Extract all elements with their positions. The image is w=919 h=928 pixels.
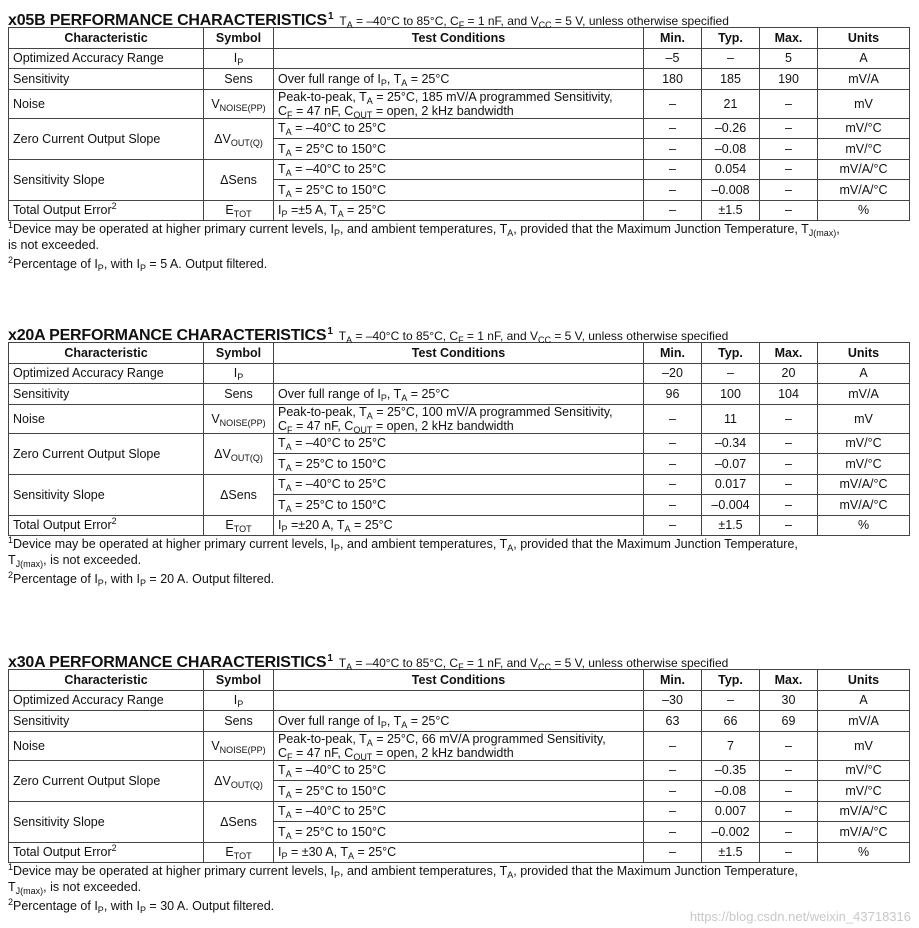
test-condition: $T_A = 25^\circ C$ to 150°C xyxy=(274,139,644,160)
units-value: mV/°C xyxy=(818,433,910,454)
test-condition xyxy=(274,404,644,433)
units-value: mV/°C xyxy=(818,454,910,475)
section-conditions: $T_A = -40^\circ C$ to 85°C, $C_F = 1$ nF, and $V_{CC} = 5$ V, unless otherwise specified xyxy=(338,656,729,672)
footnote-1-continuation: $T_{J(max)}$, is not exceeded. xyxy=(8,553,142,569)
characteristic-label-text: Total Output Error xyxy=(13,518,112,533)
symbol-cell: Sens xyxy=(204,384,274,405)
typ-value: –0.002 xyxy=(702,822,760,843)
max-value: – xyxy=(760,454,818,475)
min-value: –20 xyxy=(644,363,702,384)
table-row xyxy=(9,842,910,863)
max-value: 69 xyxy=(760,711,818,732)
units-value: mV/°C xyxy=(818,781,910,802)
max-value: – xyxy=(760,515,818,536)
typ-value: 7 xyxy=(702,731,760,760)
max-value: – xyxy=(760,495,818,516)
table-row xyxy=(9,363,910,384)
symbol-cell: $E_{TOT}$ xyxy=(204,842,274,863)
test-condition: $T_A = 25^\circ C$ to 150°C xyxy=(274,781,644,802)
max-value: 30 xyxy=(760,690,818,711)
test-condition: $I_P =\pm 5$ A, $T_A = 25^\circ C$ xyxy=(274,200,644,221)
min-value: – xyxy=(644,159,702,180)
column-header: Typ. xyxy=(702,670,760,691)
table-row xyxy=(9,515,910,536)
footnote-2: $^2$Percentage of $I_P$, with $I_P = 30$ A. Output filtered. xyxy=(8,897,275,915)
column-header: Typ. xyxy=(702,343,760,364)
test-condition: $T_A = 25^\circ C$ to 150°C xyxy=(274,822,644,843)
symbol-cell: $\Delta V_{OUT(Q)}$ xyxy=(204,433,274,474)
max-value: – xyxy=(760,139,818,160)
max-value: – xyxy=(760,180,818,201)
test-condition-line: Peak-to-peak, $T_A = 25^\circ C$, 66 mV/A programmed Sensitivity, xyxy=(278,731,606,748)
characteristic-label xyxy=(9,200,204,221)
footnote-2: $^2$Percentage of $I_P$, with $I_P = 5$ A. Output filtered. xyxy=(8,255,268,273)
footnote-mark: 2 xyxy=(111,516,117,527)
characteristic-label: Noise xyxy=(9,731,204,760)
typ-value: –0.07 xyxy=(702,454,760,475)
test-condition: $T_A = 25^\circ C$ to 150°C xyxy=(274,454,644,475)
table-row xyxy=(9,404,910,433)
test-condition: $T_A = -40^\circ C$ to 25°C xyxy=(274,159,644,180)
typ-value: 0.007 xyxy=(702,801,760,822)
units-value: A xyxy=(818,690,910,711)
min-value: – xyxy=(644,139,702,160)
column-header: Max. xyxy=(760,670,818,691)
table-row xyxy=(9,48,910,69)
column-header: Test Conditions xyxy=(274,28,644,49)
units-value: mV/A xyxy=(818,711,910,732)
header-row xyxy=(9,343,910,364)
min-value: – xyxy=(644,731,702,760)
min-value: 96 xyxy=(644,384,702,405)
symbol-cell: $V_{NOISE(PP)}$ xyxy=(204,89,274,118)
performance-section-x05b xyxy=(8,6,909,272)
units-value: A xyxy=(818,363,910,384)
test-condition: $I_P =\pm 20$ A, $T_A = 25^\circ C$ xyxy=(274,515,644,536)
footnote-mark: 2 xyxy=(111,843,117,854)
typ-value: 0.017 xyxy=(702,474,760,495)
typ-value: – xyxy=(702,690,760,711)
test-condition: $T_A = -40^\circ C$ to 25°C xyxy=(274,118,644,139)
min-value: – xyxy=(644,433,702,454)
column-header: Symbol xyxy=(204,28,274,49)
characteristic-label-text: Total Output Error xyxy=(13,845,112,860)
max-value: 5 xyxy=(760,48,818,69)
footnote-1: $^1$Device may be operated at higher primary current levels, $I_P$, and ambient temperatures, $T_A$, provided that the Maximum Junction Temperature, xyxy=(8,862,798,880)
performance-section-x30a xyxy=(8,648,909,914)
column-header: Units xyxy=(818,670,910,691)
units-value: mV/A/°C xyxy=(818,495,910,516)
min-value: 63 xyxy=(644,711,702,732)
characteristic-label: Sensitivity xyxy=(9,711,204,732)
column-header: Units xyxy=(818,343,910,364)
symbol-cell: $\Delta V_{OUT(Q)}$ xyxy=(204,760,274,801)
typ-value: –0.35 xyxy=(702,760,760,781)
max-value: 104 xyxy=(760,384,818,405)
characteristic-label: Sensitivity Slope xyxy=(9,159,204,200)
column-header: Test Conditions xyxy=(274,343,644,364)
min-value: 180 xyxy=(644,69,702,90)
min-value: – xyxy=(644,781,702,802)
symbol-cell: ΔSens xyxy=(204,159,274,200)
section-title-text: x30A PERFORMANCE CHARACTERISTICS xyxy=(8,654,327,671)
column-header: Characteristic xyxy=(9,343,204,364)
characteristic-label: Sensitivity xyxy=(9,69,204,90)
section-title-footnote-mark: 1 xyxy=(327,326,333,337)
performance-table xyxy=(8,342,910,536)
symbol-cell: $V_{NOISE(PP)}$ xyxy=(204,404,274,433)
footnote-2: $^2$Percentage of $I_P$, with $I_P = 20$ A. Output filtered. xyxy=(8,570,275,588)
symbol-cell: Sens xyxy=(204,69,274,90)
max-value: – xyxy=(760,433,818,454)
symbol-cell: $E_{TOT}$ xyxy=(204,200,274,221)
characteristic-label: Sensitivity Slope xyxy=(9,801,204,842)
units-value: mV xyxy=(818,89,910,118)
min-value: – xyxy=(644,760,702,781)
min-value: –5 xyxy=(644,48,702,69)
table-row xyxy=(9,731,910,760)
test-condition-line: Peak-to-peak, $T_A = 25^\circ C$, 185 mV/A programmed Sensitivity, xyxy=(278,89,613,106)
max-value: – xyxy=(760,89,818,118)
test-condition xyxy=(274,89,644,118)
footnote-1-continuation: is not exceeded. xyxy=(8,238,100,252)
footnote-1: $^1$Device may be operated at higher primary current levels, $I_P$, and ambient temperatures, $T_A$, provided that the Maximum Junction Temperature, $T_{J(max)}$, xyxy=(8,220,840,238)
typ-value: 0.054 xyxy=(702,159,760,180)
typ-value: ±1.5 xyxy=(702,200,760,221)
typ-value: 11 xyxy=(702,404,760,433)
test-condition-line: $C_F = 47$ nF, $C_{OUT}$ = open, 2 kHz bandwidth xyxy=(278,745,514,762)
header-row xyxy=(9,28,910,49)
symbol-cell: $I_P$ xyxy=(204,363,274,384)
footnotes xyxy=(8,863,909,914)
column-header: Units xyxy=(818,28,910,49)
min-value: – xyxy=(644,822,702,843)
max-value: – xyxy=(760,200,818,221)
characteristic-label: Noise xyxy=(9,404,204,433)
test-condition: $I_P = \pm 30$ A, $T_A = 25^\circ C$ xyxy=(274,842,644,863)
max-value: – xyxy=(760,731,818,760)
min-value: – xyxy=(644,89,702,118)
symbol-cell: $V_{NOISE(PP)}$ xyxy=(204,731,274,760)
footnote-1-continuation: $T_{J(max)}$, is not exceeded. xyxy=(8,880,142,896)
test-condition: $T_A = 25^\circ C$ to 150°C xyxy=(274,495,644,516)
test-condition: Over full range of $I_P$, $T_A = 25^\circ C$ xyxy=(274,69,644,90)
characteristic-label-text: Total Output Error xyxy=(13,203,112,218)
max-value: – xyxy=(760,842,818,863)
table-row xyxy=(9,690,910,711)
section-title xyxy=(8,648,909,672)
test-condition xyxy=(274,731,644,760)
max-value: 190 xyxy=(760,69,818,90)
min-value: – xyxy=(644,200,702,221)
characteristic-label: Sensitivity xyxy=(9,384,204,405)
characteristic-label: Zero Current Output Slope xyxy=(9,433,204,474)
footnote-1: $^1$Device may be operated at higher primary current levels, $I_P$, and ambient temperatures, $T_A$, provided that the Maximum Junction Temperature, xyxy=(8,535,798,553)
max-value: 20 xyxy=(760,363,818,384)
max-value: – xyxy=(760,404,818,433)
characteristic-label xyxy=(9,842,204,863)
column-header: Min. xyxy=(644,670,702,691)
max-value: – xyxy=(760,474,818,495)
typ-value: 66 xyxy=(702,711,760,732)
typ-value: –0.08 xyxy=(702,781,760,802)
max-value: – xyxy=(760,781,818,802)
units-value: mV xyxy=(818,731,910,760)
units-value: mV/A/°C xyxy=(818,822,910,843)
units-value: mV/A xyxy=(818,69,910,90)
table-row xyxy=(9,200,910,221)
section-title xyxy=(8,321,909,345)
symbol-cell: ΔSens xyxy=(204,801,274,842)
typ-value: –0.34 xyxy=(702,433,760,454)
units-value: mV xyxy=(818,404,910,433)
typ-value: 185 xyxy=(702,69,760,90)
table-row xyxy=(9,384,910,405)
characteristic-label: Optimized Accuracy Range xyxy=(9,363,204,384)
test-condition-line: $C_F = 47$ nF, $C_{OUT}$ = open, 2 kHz bandwidth xyxy=(278,418,514,435)
test-condition: $T_A = -40^\circ C$ to 25°C xyxy=(274,760,644,781)
min-value: – xyxy=(644,404,702,433)
symbol-cell: $\Delta V_{OUT(Q)}$ xyxy=(204,118,274,159)
min-value: – xyxy=(644,118,702,139)
table-row xyxy=(9,801,910,822)
units-value: mV/°C xyxy=(818,118,910,139)
min-value: – xyxy=(644,474,702,495)
typ-value: –0.004 xyxy=(702,495,760,516)
test-condition: $T_A = 25^\circ C$ to 150°C xyxy=(274,180,644,201)
units-value: % xyxy=(818,515,910,536)
units-value: % xyxy=(818,200,910,221)
typ-value: ±1.5 xyxy=(702,515,760,536)
table-row xyxy=(9,118,910,139)
typ-value: – xyxy=(702,363,760,384)
max-value: – xyxy=(760,159,818,180)
section-title xyxy=(8,6,909,30)
units-value: mV/°C xyxy=(818,139,910,160)
symbol-cell: Sens xyxy=(204,711,274,732)
characteristic-label: Sensitivity Slope xyxy=(9,474,204,515)
column-header: Max. xyxy=(760,28,818,49)
min-value: – xyxy=(644,801,702,822)
characteristic-label: Zero Current Output Slope xyxy=(9,118,204,159)
table-row xyxy=(9,89,910,118)
section-title-text: x20A PERFORMANCE CHARACTERISTICS xyxy=(8,327,327,344)
symbol-cell: $E_{TOT}$ xyxy=(204,515,274,536)
characteristic-label xyxy=(9,515,204,536)
test-condition: $T_A = -40^\circ C$ to 25°C xyxy=(274,801,644,822)
symbol-cell: $I_P$ xyxy=(204,48,274,69)
max-value: – xyxy=(760,801,818,822)
section-title-footnote-mark: 1 xyxy=(327,653,333,664)
column-header: Symbol xyxy=(204,670,274,691)
max-value: – xyxy=(760,118,818,139)
column-header: Min. xyxy=(644,343,702,364)
units-value: A xyxy=(818,48,910,69)
min-value: –30 xyxy=(644,690,702,711)
footnotes xyxy=(8,536,909,587)
section-conditions: $T_A = -40^\circ C$ to 85°C, $C_F = 1$ nF, and $V_{CC} = 5$ V, unless otherwise specified xyxy=(339,14,729,30)
typ-value: 100 xyxy=(702,384,760,405)
units-value: % xyxy=(818,842,910,863)
test-condition xyxy=(274,48,644,69)
test-condition: $T_A = -40^\circ C$ to 25°C xyxy=(274,433,644,454)
test-condition: $T_A = -40^\circ C$ to 25°C xyxy=(274,474,644,495)
units-value: mV/A/°C xyxy=(818,159,910,180)
test-condition-line: $C_F = 47$ nF, $C_{OUT}$ = open, 2 kHz bandwidth xyxy=(278,103,514,120)
min-value: – xyxy=(644,180,702,201)
min-value: – xyxy=(644,495,702,516)
table-row xyxy=(9,711,910,732)
column-header: Characteristic xyxy=(9,28,204,49)
test-condition: Over full range of $I_P$, $T_A = 25^\circ C$ xyxy=(274,711,644,732)
header-row xyxy=(9,670,910,691)
table-row xyxy=(9,474,910,495)
performance-section-x20a xyxy=(8,321,909,587)
characteristic-label: Optimized Accuracy Range xyxy=(9,48,204,69)
typ-value: –0.008 xyxy=(702,180,760,201)
units-value: mV/A/°C xyxy=(818,801,910,822)
footnote-mark: 2 xyxy=(111,201,117,212)
footnotes xyxy=(8,221,909,272)
min-value: – xyxy=(644,454,702,475)
test-condition xyxy=(274,363,644,384)
table-row xyxy=(9,433,910,454)
table-row xyxy=(9,760,910,781)
table-row xyxy=(9,159,910,180)
column-header: Min. xyxy=(644,28,702,49)
test-condition-line: Peak-to-peak, $T_A = 25^\circ C$, 100 mV/A programmed Sensitivity, xyxy=(278,404,613,421)
typ-value: –0.26 xyxy=(702,118,760,139)
performance-table xyxy=(8,27,910,221)
column-header: Characteristic xyxy=(9,670,204,691)
symbol-cell: $I_P$ xyxy=(204,690,274,711)
max-value: – xyxy=(760,822,818,843)
typ-value: 21 xyxy=(702,89,760,118)
max-value: – xyxy=(760,760,818,781)
units-value: mV/A xyxy=(818,384,910,405)
characteristic-label: Zero Current Output Slope xyxy=(9,760,204,801)
column-header: Max. xyxy=(760,343,818,364)
typ-value: ±1.5 xyxy=(702,842,760,863)
test-condition: Over full range of $I_P$, $T_A = 25^\circ C$ xyxy=(274,384,644,405)
table-row xyxy=(9,69,910,90)
units-value: mV/A/°C xyxy=(818,474,910,495)
characteristic-label: Noise xyxy=(9,89,204,118)
min-value: – xyxy=(644,515,702,536)
typ-value: –0.08 xyxy=(702,139,760,160)
units-value: mV/°C xyxy=(818,760,910,781)
typ-value: – xyxy=(702,48,760,69)
column-header: Test Conditions xyxy=(274,670,644,691)
section-title-footnote-mark: 1 xyxy=(327,11,334,22)
symbol-cell: ΔSens xyxy=(204,474,274,515)
test-condition xyxy=(274,690,644,711)
min-value: – xyxy=(644,842,702,863)
performance-table xyxy=(8,669,910,863)
column-header: Symbol xyxy=(204,343,274,364)
column-header: Typ. xyxy=(702,28,760,49)
section-conditions: $T_A = -40^\circ C$ to 85°C, $C_F = 1$ nF, and $V_{CC} = 5$ V, unless otherwise specified xyxy=(338,329,729,345)
watermark: https://blog.csdn.net/weixin_43718316 xyxy=(689,909,911,924)
section-title-text: x05B PERFORMANCE CHARACTERISTICS xyxy=(8,12,327,29)
units-value: mV/A/°C xyxy=(818,180,910,201)
characteristic-label: Optimized Accuracy Range xyxy=(9,690,204,711)
